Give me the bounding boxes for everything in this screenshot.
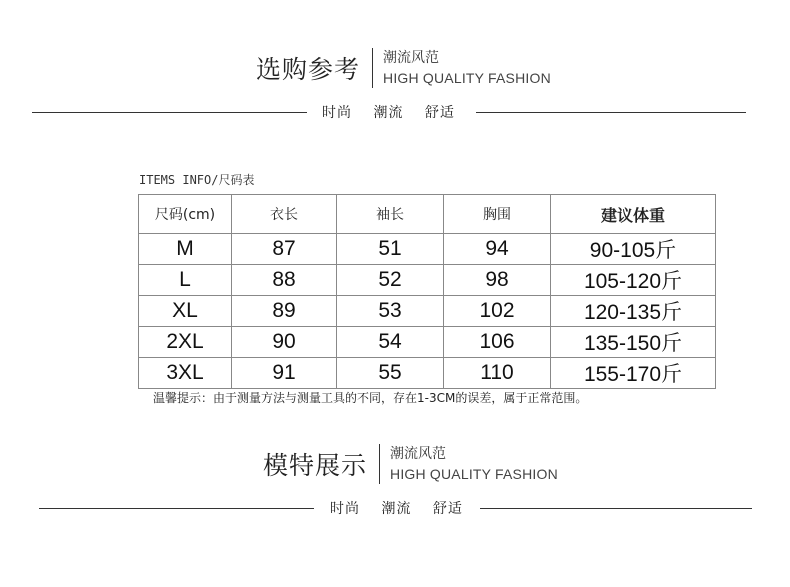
cell-size: L [139,265,232,296]
cell-sleeve: 55 [337,358,444,389]
cell-size: XL [139,296,232,327]
table-header-row [139,195,716,234]
table-caption: ITEMS INFO/尺码表 [139,173,255,187]
subtitle-cn: 潮流风范 [390,446,447,462]
tag-trend: 潮流 [373,105,404,121]
cell-sleeve: 53 [337,296,444,327]
tag-fashion: 时尚 [322,105,352,121]
rule-line-right [476,112,746,113]
cell-length: 91 [232,358,337,389]
header-length: 衣长 [232,195,337,234]
cell-weight: 155-170斤 [551,358,716,389]
tag-comfort: 舒适 [424,105,455,121]
section-title: 模特展示 [263,451,368,480]
cell-chest: 98 [444,265,551,296]
cell-size: 3XL [139,358,232,389]
cell-chest: 94 [444,234,551,265]
header-sleeve: 袖长 [337,195,444,234]
section-subtitle [390,444,558,484]
cell-length: 90 [232,327,337,358]
tagline-rule [0,498,790,518]
cell-chest: 110 [444,358,551,389]
section-header-model-show [263,444,558,484]
cell-length: 88 [232,265,337,296]
header-weight: 建议体重 [551,195,716,234]
section-header-size-guide [256,48,551,88]
tagline-rule [0,102,790,122]
cell-length: 87 [232,234,337,265]
tagline [322,498,471,518]
tag-comfort: 舒适 [432,501,463,517]
rule-line-left [32,112,307,113]
cell-weight: 135-150斤 [551,327,716,358]
table-row [139,358,716,389]
header-chest: 胸围 [444,195,551,234]
rule-line-left [39,508,314,509]
section-subtitle [383,48,551,88]
cell-chest: 106 [444,327,551,358]
measurement-note: 温馨提示：由于测量方法与测量工具的不同，存在1-3CM的误差，属于正常范围。 [153,391,588,405]
table-row [139,265,716,296]
section-title: 选购参考 [256,55,361,84]
cell-weight: 105-120斤 [551,265,716,296]
subtitle-en: HIGH QUALITY FASHION [383,70,551,86]
cell-sleeve: 51 [337,234,444,265]
cell-size: 2XL [139,327,232,358]
header-size: 尺码(cm) [139,195,232,234]
subtitle-en: HIGH QUALITY FASHION [390,466,558,482]
cell-length: 89 [232,296,337,327]
cell-chest: 102 [444,296,551,327]
cell-sleeve: 52 [337,265,444,296]
subtitle-cn: 潮流风范 [383,50,440,66]
table-row [139,327,716,358]
tag-fashion: 时尚 [330,501,360,517]
table-row [139,296,716,327]
cell-weight: 90-105斤 [551,234,716,265]
cell-size: M [139,234,232,265]
cell-weight: 120-135斤 [551,296,716,327]
size-table [138,194,716,389]
tagline [314,102,463,122]
cell-sleeve: 54 [337,327,444,358]
tag-trend: 潮流 [381,501,412,517]
header-divider [372,48,373,88]
rule-line-right [480,508,752,509]
table-row [139,234,716,265]
header-divider [379,444,380,484]
